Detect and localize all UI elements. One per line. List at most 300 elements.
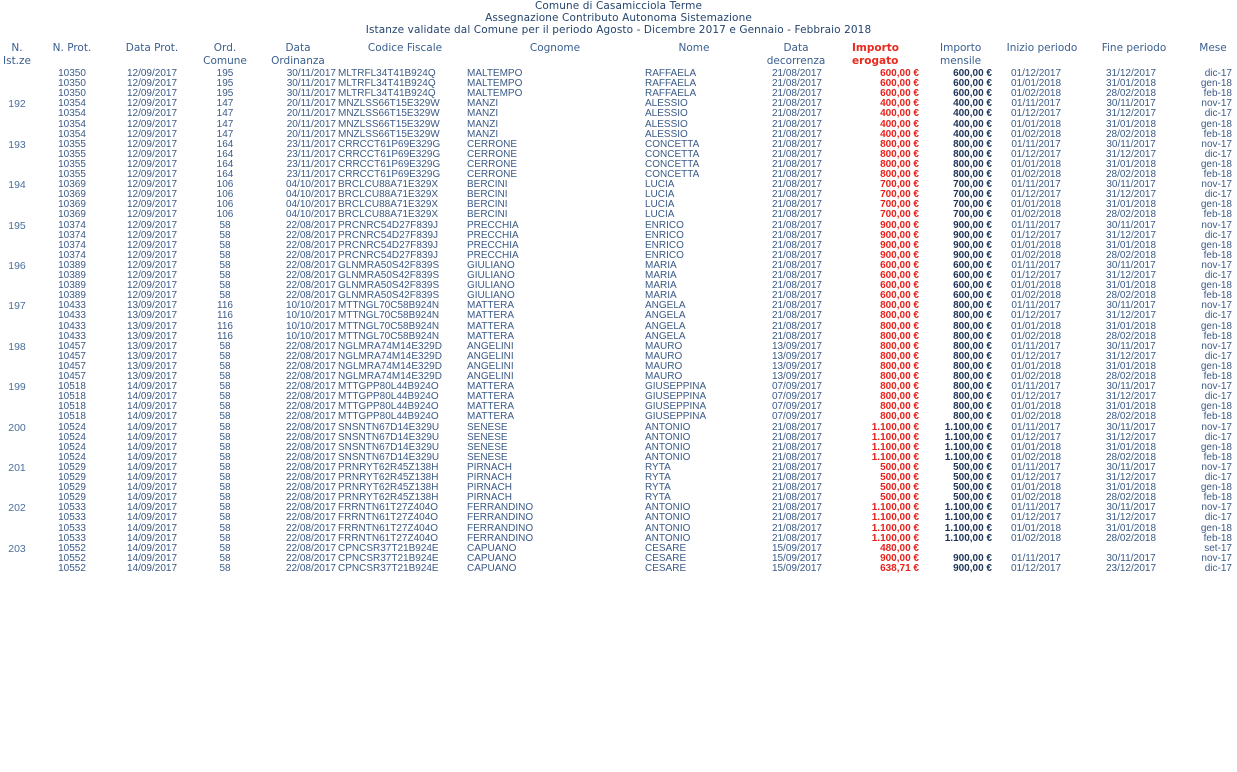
cell-codice-fiscale: MNZLSS66T15E329W <box>338 108 440 120</box>
cell-importo-erogato: 900,00 € <box>880 249 919 261</box>
cell-data-prot: 12/09/2017 <box>126 179 178 191</box>
cell-importo-mensile: 900,00 € <box>953 249 992 261</box>
cell-mese: gen-18 <box>1200 78 1232 90</box>
header-data-ordinanza-line2: Ordinanza <box>271 54 325 67</box>
cell-mese: dic-17 <box>1204 391 1232 403</box>
cell-inizio-periodo: 01/02/2018 <box>1010 88 1062 100</box>
cell-fine-periodo: 31/12/2017 <box>1105 68 1157 79</box>
cell-importo-mensile: 1.100,00 € <box>944 522 992 534</box>
cell-importo-mensile: 600,00 € <box>953 259 992 271</box>
cell-n-prot: 10374 <box>58 239 86 251</box>
cell-ord-comune: 58 <box>219 502 231 514</box>
cell-importo-erogato: 800,00 € <box>880 320 919 332</box>
cell-importo-erogato: 800,00 € <box>880 401 919 413</box>
cell-mese: nov-17 <box>1201 98 1232 110</box>
cell-codice-fiscale: GLNMRA50S42F839S <box>338 270 440 281</box>
cell-cognome: BERCINI <box>467 199 508 211</box>
cell-ord-comune: 164 <box>216 138 234 150</box>
cell-codice-fiscale: BRCLCU88A71E329X <box>338 189 439 201</box>
header-data-decorrenza-line1: Data <box>783 42 809 54</box>
cell-data-prot: 14/09/2017 <box>126 492 178 504</box>
cell-nome: ENRICO <box>645 239 684 251</box>
cell-inizio-periodo: 01/11/2017 <box>1011 98 1061 110</box>
cell-data-ordinanza: 10/10/2017 <box>285 330 336 342</box>
header-n-prot <box>40 42 104 55</box>
cell-fine-periodo: 31/12/2017 <box>1105 472 1157 483</box>
cell-mese: gen-18 <box>1200 118 1232 130</box>
cell-mese: dic-17 <box>1204 68 1232 79</box>
cell-data-ordinanza: 22/08/2017 <box>285 431 336 443</box>
cell-cognome: CAPUANO <box>467 562 517 574</box>
cell-n-prot: 10355 <box>58 138 86 150</box>
cell-data-decorrenza: 21/08/2017 <box>771 441 822 453</box>
cell-ord-comune: 58 <box>219 381 231 393</box>
cell-importo-erogato: 600,00 € <box>880 78 919 90</box>
cell-inizio-periodo: 01/11/2017 <box>1011 300 1061 312</box>
cell-data-decorrenza: 21/08/2017 <box>771 179 822 191</box>
cell-importo-mensile: 700,00 € <box>953 189 992 201</box>
cell-data-prot: 14/09/2017 <box>126 472 178 483</box>
cell-mese: feb-18 <box>1203 532 1232 544</box>
cell-data-decorrenza: 15/09/2017 <box>771 542 822 554</box>
cell-fine-periodo: 31/01/2018 <box>1105 239 1157 251</box>
cell-cognome: GIULIANO <box>467 290 515 302</box>
cell-data-prot: 13/09/2017 <box>126 340 178 352</box>
cell-data-decorrenza: 21/08/2017 <box>771 421 822 433</box>
cell-inizio-periodo: 01/01/2018 <box>1010 118 1062 130</box>
cell-inizio-periodo: 01/01/2018 <box>1010 78 1062 90</box>
cell-data-ordinanza: 04/10/2017 <box>285 189 336 201</box>
cell-cognome: ANGELINI <box>467 371 514 382</box>
table-row <box>0 109 1237 119</box>
cell-data-prot: 14/09/2017 <box>126 532 178 544</box>
cell-inizio-periodo: 01/02/2018 <box>1010 411 1062 423</box>
cell-data-ordinanza: 20/11/2017 <box>286 118 336 130</box>
cell-data-ordinanza: 22/08/2017 <box>285 239 336 251</box>
cell-data-ordinanza: 22/08/2017 <box>285 371 336 382</box>
cell-data-decorrenza: 21/08/2017 <box>771 249 822 261</box>
cell-codice-fiscale: CPNCSR37T21B924E <box>338 562 439 574</box>
cell-n-prot: 10350 <box>58 68 86 79</box>
cell-codice-fiscale: BRCLCU88A71E329X <box>338 209 439 221</box>
cell-ord-comune: 58 <box>219 360 231 372</box>
cell-inizio-periodo: 01/11/2017 <box>1011 552 1061 564</box>
sheet-title-period: Istanze validate dal Comune per il periodo Agosto - Dicembre 2017 e Gennaio - Febbraio 2018 <box>365 24 872 36</box>
cell-data-prot: 12/09/2017 <box>126 128 178 140</box>
cell-codice-fiscale: SNSNTN67D14E329U <box>338 431 440 443</box>
cell-data-ordinanza: 10/10/2017 <box>285 320 336 332</box>
cell-importo-mensile: 600,00 € <box>953 270 992 281</box>
cell-mese: dic-17 <box>1204 229 1232 241</box>
cell-codice-fiscale: BRCLCU88A71E329X <box>338 179 439 191</box>
cell-importo-mensile: 900,00 € <box>953 229 992 241</box>
cell-ord-comune: 58 <box>219 552 231 564</box>
cell-importo-mensile: 600,00 € <box>953 290 992 302</box>
cell-data-ordinanza: 22/08/2017 <box>285 401 336 413</box>
sheet-title-subject: Assegnazione Contributo Autonoma Sistemazione <box>485 12 752 24</box>
cell-data-decorrenza: 21/08/2017 <box>771 472 822 483</box>
cell-mese: dic-17 <box>1204 472 1232 483</box>
cell-mese: feb-18 <box>1203 88 1232 100</box>
cell-data-prot: 12/09/2017 <box>126 280 178 292</box>
cell-cognome: GIULIANO <box>467 259 515 271</box>
cell-data-decorrenza: 13/09/2017 <box>771 360 822 372</box>
cell-data-ordinanza: 22/08/2017 <box>285 532 336 544</box>
cell-cognome: MATTERA <box>467 320 515 332</box>
cell-nome: ANGELA <box>645 310 686 322</box>
cell-importo-erogato: 500,00 € <box>880 461 919 473</box>
cell-cognome: MATTERA <box>467 401 515 413</box>
cell-data-prot: 12/09/2017 <box>126 189 178 201</box>
cell-importo-mensile: 600,00 € <box>953 78 992 90</box>
cell-nome: MARIA <box>645 290 677 302</box>
cell-cognome: GIULIANO <box>467 280 515 292</box>
cell-n-prot: 10355 <box>58 148 86 160</box>
cell-n-prot: 10529 <box>58 482 86 494</box>
header-ord-comune-line2: Comune <box>203 54 247 67</box>
cell-importo-erogato: 500,00 € <box>880 482 919 494</box>
cell-data-decorrenza: 21/08/2017 <box>771 68 822 79</box>
cell-data-prot: 13/09/2017 <box>126 300 178 312</box>
header-importo-mensile-line2: mensile <box>940 54 982 67</box>
cell-data-decorrenza: 21/08/2017 <box>771 158 822 170</box>
header-importo-erogato-line2: erogato <box>852 54 899 67</box>
cell-data-prot: 12/09/2017 <box>126 108 178 120</box>
cell-importo-mensile: 800,00 € <box>953 169 992 180</box>
cell-n-prot: 10433 <box>58 310 86 322</box>
cell-importo-mensile: 400,00 € <box>953 128 992 140</box>
cell-cognome: ANGELINI <box>467 340 514 352</box>
cell-inizio-periodo: 01/02/2018 <box>1010 532 1062 544</box>
cell-ord-comune: 58 <box>219 492 231 504</box>
cell-mese: dic-17 <box>1204 562 1232 574</box>
cell-data-ordinanza: 22/08/2017 <box>285 522 336 534</box>
cell-nome: RAFFAELA <box>645 88 697 100</box>
cell-data-ordinanza: 04/10/2017 <box>285 179 336 191</box>
cell-n-istze: 201 <box>8 461 26 474</box>
cell-data-ordinanza: 22/08/2017 <box>285 350 336 362</box>
cell-data-prot: 12/09/2017 <box>126 98 178 110</box>
cell-data-ordinanza: 20/11/2017 <box>286 108 336 120</box>
table-row <box>0 412 1237 422</box>
header-importo-erogato-line1: Importo <box>852 42 899 54</box>
cell-n-prot: 10457 <box>58 360 86 372</box>
cell-data-decorrenza: 21/08/2017 <box>771 229 822 241</box>
cell-mese: gen-18 <box>1200 158 1232 170</box>
cell-ord-comune: 58 <box>219 280 231 292</box>
cell-nome: ANTONIO <box>645 512 691 524</box>
cell-importo-erogato: 800,00 € <box>880 158 919 170</box>
cell-importo-mensile: 800,00 € <box>953 340 992 352</box>
cell-nome: ANTONIO <box>645 522 691 534</box>
cell-nome: RYTA <box>645 482 671 494</box>
cell-ord-comune: 58 <box>219 270 231 281</box>
cell-codice-fiscale: CPNCSR37T21B924E <box>338 552 439 564</box>
cell-codice-fiscale: CRRCCT61P69E329G <box>338 169 441 180</box>
cell-data-prot: 14/09/2017 <box>126 421 178 433</box>
cell-nome: RYTA <box>645 461 671 473</box>
cell-codice-fiscale: PRNRYT62R45Z138H <box>338 482 439 494</box>
cell-inizio-periodo: 01/01/2018 <box>1010 158 1062 170</box>
cell-data-decorrenza: 21/08/2017 <box>771 138 822 150</box>
cell-inizio-periodo: 01/02/2018 <box>1010 209 1062 221</box>
cell-mese: feb-18 <box>1203 411 1232 423</box>
cell-inizio-periodo: 01/11/2017 <box>1011 179 1061 191</box>
cell-data-decorrenza: 21/08/2017 <box>771 492 822 504</box>
cell-data-decorrenza: 21/08/2017 <box>771 270 822 281</box>
cell-ord-comune: 58 <box>219 542 231 554</box>
cell-n-prot: 10369 <box>58 179 86 191</box>
cell-importo-mensile: 800,00 € <box>953 310 992 322</box>
cell-ord-comune: 147 <box>216 108 234 120</box>
cell-importo-erogato: 600,00 € <box>880 290 919 302</box>
cell-data-ordinanza: 20/11/2017 <box>286 128 336 140</box>
cell-ord-comune: 195 <box>216 78 234 90</box>
cell-ord-comune: 164 <box>216 158 234 170</box>
cell-mese: feb-18 <box>1203 128 1232 140</box>
cell-codice-fiscale: MTTNGL70C58B924N <box>338 330 440 342</box>
cell-codice-fiscale: FRRNTN61T27Z404O <box>338 522 439 534</box>
cell-importo-mensile: 400,00 € <box>953 108 992 120</box>
cell-codice-fiscale: FRRNTN61T27Z404O <box>338 532 439 544</box>
cell-n-prot: 10350 <box>58 88 86 100</box>
cell-mese: feb-18 <box>1203 169 1232 180</box>
cell-mese: nov-17 <box>1201 259 1232 271</box>
cell-codice-fiscale: MTTGPP80L44B924O <box>338 391 439 403</box>
cell-inizio-periodo: 01/02/2018 <box>1010 249 1062 261</box>
cell-n-prot: 10524 <box>58 441 86 453</box>
cell-data-decorrenza: 21/08/2017 <box>771 78 822 90</box>
cell-data-prot: 12/09/2017 <box>126 209 178 221</box>
table-row <box>0 534 1237 544</box>
cell-importo-erogato: 600,00 € <box>880 270 919 281</box>
cell-importo-mensile: 500,00 € <box>953 482 992 494</box>
cell-n-prot: 10529 <box>58 472 86 483</box>
cell-importo-mensile: 800,00 € <box>953 350 992 362</box>
cell-nome: RAFFAELA <box>645 68 697 79</box>
cell-data-ordinanza: 23/11/2017 <box>286 169 336 180</box>
header-ord-comune-line1: Ord. <box>213 42 237 54</box>
cell-fine-periodo: 28/02/2018 <box>1105 209 1157 221</box>
cell-cognome: ANGELINI <box>467 350 514 362</box>
cell-data-decorrenza: 21/08/2017 <box>771 522 822 534</box>
cell-mese: feb-18 <box>1203 330 1232 342</box>
cell-mese: dic-17 <box>1204 108 1232 120</box>
cell-data-prot: 12/09/2017 <box>126 219 178 231</box>
cell-data-ordinanza: 22/08/2017 <box>285 502 336 514</box>
cell-importo-erogato: 480,00 € <box>880 542 919 554</box>
cell-cognome: CERRONE <box>467 169 518 180</box>
cell-inizio-periodo: 01/12/2017 <box>1010 512 1062 524</box>
cell-data-ordinanza: 23/11/2017 <box>286 158 336 170</box>
cell-mese: gen-18 <box>1200 441 1232 453</box>
cell-data-prot: 14/09/2017 <box>126 482 178 494</box>
cell-nome: LUCIA <box>645 209 675 221</box>
cell-importo-mensile: 900,00 € <box>953 562 992 574</box>
cell-ord-comune: 58 <box>219 249 231 261</box>
cell-data-decorrenza: 21/08/2017 <box>771 502 822 514</box>
cell-inizio-periodo: 01/12/2017 <box>1010 472 1062 483</box>
cell-importo-erogato: 700,00 € <box>880 209 919 221</box>
cell-fine-periodo: 31/01/2018 <box>1105 280 1157 292</box>
cell-importo-mensile: 800,00 € <box>953 148 992 160</box>
cell-importo-mensile: 400,00 € <box>953 98 992 110</box>
cell-n-istze: 194 <box>8 179 26 192</box>
cell-cognome: MANZI <box>467 108 499 120</box>
cell-nome: ANTONIO <box>645 441 691 453</box>
cell-data-ordinanza: 04/10/2017 <box>285 209 336 221</box>
cell-mese: feb-18 <box>1203 249 1232 261</box>
cell-ord-comune: 116 <box>217 330 233 342</box>
cell-mese: nov-17 <box>1201 179 1232 191</box>
cell-inizio-periodo: 01/11/2017 <box>1011 421 1061 433</box>
cell-data-ordinanza: 22/08/2017 <box>285 259 336 271</box>
cell-data-decorrenza: 21/08/2017 <box>771 189 822 201</box>
cell-n-prot: 10533 <box>58 522 86 534</box>
cell-cognome: PRECCHIA <box>467 239 519 251</box>
table-row <box>0 311 1237 321</box>
cell-ord-comune: 58 <box>219 421 231 433</box>
cell-importo-mensile: 700,00 € <box>953 199 992 211</box>
cell-nome: RYTA <box>645 492 671 504</box>
cell-mese: gen-18 <box>1200 320 1232 332</box>
cell-importo-mensile: 500,00 € <box>953 472 992 483</box>
cell-data-ordinanza: 22/08/2017 <box>285 461 336 473</box>
cell-data-decorrenza: 13/09/2017 <box>771 340 822 352</box>
cell-data-decorrenza: 21/08/2017 <box>771 290 822 302</box>
cell-n-prot: 10552 <box>58 562 86 574</box>
cell-n-prot: 10529 <box>58 461 86 473</box>
cell-ord-comune: 58 <box>219 411 231 423</box>
cell-inizio-periodo: 01/02/2018 <box>1010 371 1062 382</box>
cell-nome: ANTONIO <box>645 421 691 433</box>
cell-nome: CESARE <box>645 542 687 554</box>
cell-n-prot: 10552 <box>58 552 86 564</box>
cell-data-prot: 12/09/2017 <box>126 148 178 160</box>
cell-n-prot: 10433 <box>58 320 86 332</box>
cell-importo-mensile: 1.100,00 € <box>944 421 992 433</box>
cell-data-prot: 12/09/2017 <box>126 169 178 180</box>
cell-n-prot: 10518 <box>58 381 86 393</box>
cell-inizio-periodo: 01/12/2017 <box>1010 562 1062 574</box>
cell-inizio-periodo: 01/11/2017 <box>1011 381 1061 393</box>
cell-importo-mensile: 500,00 € <box>953 492 992 504</box>
cell-data-decorrenza: 21/08/2017 <box>771 532 822 544</box>
cell-n-prot: 10354 <box>58 118 86 130</box>
cell-fine-periodo: 31/01/2018 <box>1105 441 1157 453</box>
cell-data-decorrenza: 21/08/2017 <box>771 219 822 231</box>
cell-importo-erogato: 600,00 € <box>880 280 919 292</box>
cell-data-prot: 14/09/2017 <box>126 431 178 443</box>
cell-importo-mensile: 800,00 € <box>953 381 992 393</box>
cell-codice-fiscale: NGLMRA74M14E329D <box>338 360 442 372</box>
header-cognome <box>500 42 610 55</box>
cell-ord-comune: 58 <box>219 482 231 494</box>
cell-importo-mensile: 900,00 € <box>953 219 992 231</box>
cell-mese: nov-17 <box>1201 300 1232 312</box>
cell-data-decorrenza: 13/09/2017 <box>771 350 822 362</box>
cell-importo-erogato: 800,00 € <box>880 138 919 150</box>
cell-data-ordinanza: 22/08/2017 <box>285 270 336 281</box>
cell-data-decorrenza: 21/08/2017 <box>771 259 822 271</box>
cell-importo-mensile: 800,00 € <box>953 401 992 413</box>
cell-n-prot: 10389 <box>58 270 86 281</box>
cell-ord-comune: 58 <box>219 522 231 534</box>
cell-importo-erogato: 500,00 € <box>880 472 919 483</box>
cell-codice-fiscale: MTTGPP80L44B924O <box>338 411 439 423</box>
cell-nome: ANGELA <box>645 300 686 312</box>
cell-codice-fiscale: CRRCCT61P69E329G <box>338 138 441 150</box>
cell-n-prot: 10552 <box>58 542 86 554</box>
cell-data-decorrenza: 21/08/2017 <box>771 451 822 463</box>
cell-importo-erogato: 800,00 € <box>880 391 919 403</box>
cell-ord-comune: 58 <box>219 461 231 473</box>
cell-mese: nov-17 <box>1201 552 1232 564</box>
cell-data-ordinanza: 22/08/2017 <box>285 421 336 433</box>
cell-n-prot: 10533 <box>58 532 86 544</box>
cell-data-prot: 14/09/2017 <box>126 522 178 534</box>
cell-mese: gen-18 <box>1200 360 1232 372</box>
cell-data-prot: 12/09/2017 <box>126 158 178 170</box>
cell-fine-periodo: 31/12/2017 <box>1105 310 1157 322</box>
cell-ord-comune: 116 <box>217 300 233 312</box>
cell-fine-periodo: 30/11/2017 <box>1106 219 1156 231</box>
cell-mese: dic-17 <box>1204 310 1232 322</box>
cell-data-prot: 14/09/2017 <box>126 391 178 403</box>
cell-mese: dic-17 <box>1204 270 1232 281</box>
cell-data-decorrenza: 21/08/2017 <box>771 330 822 342</box>
cell-importo-erogato: 800,00 € <box>880 371 919 382</box>
cell-nome: CONCETTA <box>645 138 700 150</box>
cell-importo-mensile: 800,00 € <box>953 371 992 382</box>
cell-nome: CONCETTA <box>645 158 700 170</box>
cell-inizio-periodo: 01/12/2017 <box>1010 310 1062 322</box>
cell-data-ordinanza: 22/08/2017 <box>285 229 336 241</box>
cell-fine-periodo: 28/02/2018 <box>1105 290 1157 302</box>
cell-data-prot: 14/09/2017 <box>126 451 178 463</box>
cell-codice-fiscale: PRCNRC54D27F839J <box>338 219 439 231</box>
cell-mese: gen-18 <box>1200 280 1232 292</box>
cell-mese: dic-17 <box>1204 189 1232 201</box>
cell-cognome: CERRONE <box>467 138 518 150</box>
cell-n-prot: 10433 <box>58 300 86 312</box>
cell-cognome: MALTEMPO <box>467 68 523 79</box>
cell-data-decorrenza: 21/08/2017 <box>771 239 822 251</box>
cell-n-prot: 10369 <box>58 209 86 221</box>
cell-data-ordinanza: 22/08/2017 <box>285 472 336 483</box>
cell-mese: feb-18 <box>1203 290 1232 302</box>
cell-nome: RYTA <box>645 472 671 483</box>
cell-data-decorrenza: 15/09/2017 <box>771 562 822 574</box>
cell-nome: GIUSEPPINA <box>645 401 707 413</box>
cell-fine-periodo: 31/12/2017 <box>1105 270 1157 281</box>
cell-inizio-periodo: 01/11/2017 <box>1011 259 1061 271</box>
cell-codice-fiscale: MLTRFL34T41B924Q <box>338 88 436 100</box>
cell-nome: MARIA <box>645 259 677 271</box>
cell-cognome: PRECCHIA <box>467 229 519 241</box>
cell-cognome: CAPUANO <box>467 552 517 564</box>
cell-n-prot: 10369 <box>58 199 86 211</box>
cell-codice-fiscale: PRCNRC54D27F839J <box>338 249 439 261</box>
cell-importo-erogato: 800,00 € <box>880 350 919 362</box>
header-mese-label: Mese <box>1199 42 1227 54</box>
cell-cognome: MALTEMPO <box>467 78 523 90</box>
cell-ord-comune: 58 <box>219 562 231 574</box>
cell-n-prot: 10518 <box>58 391 86 403</box>
cell-codice-fiscale: GLNMRA50S42F839S <box>338 290 440 302</box>
cell-n-prot: 10354 <box>58 128 86 140</box>
cell-data-ordinanza: 22/08/2017 <box>285 381 336 393</box>
